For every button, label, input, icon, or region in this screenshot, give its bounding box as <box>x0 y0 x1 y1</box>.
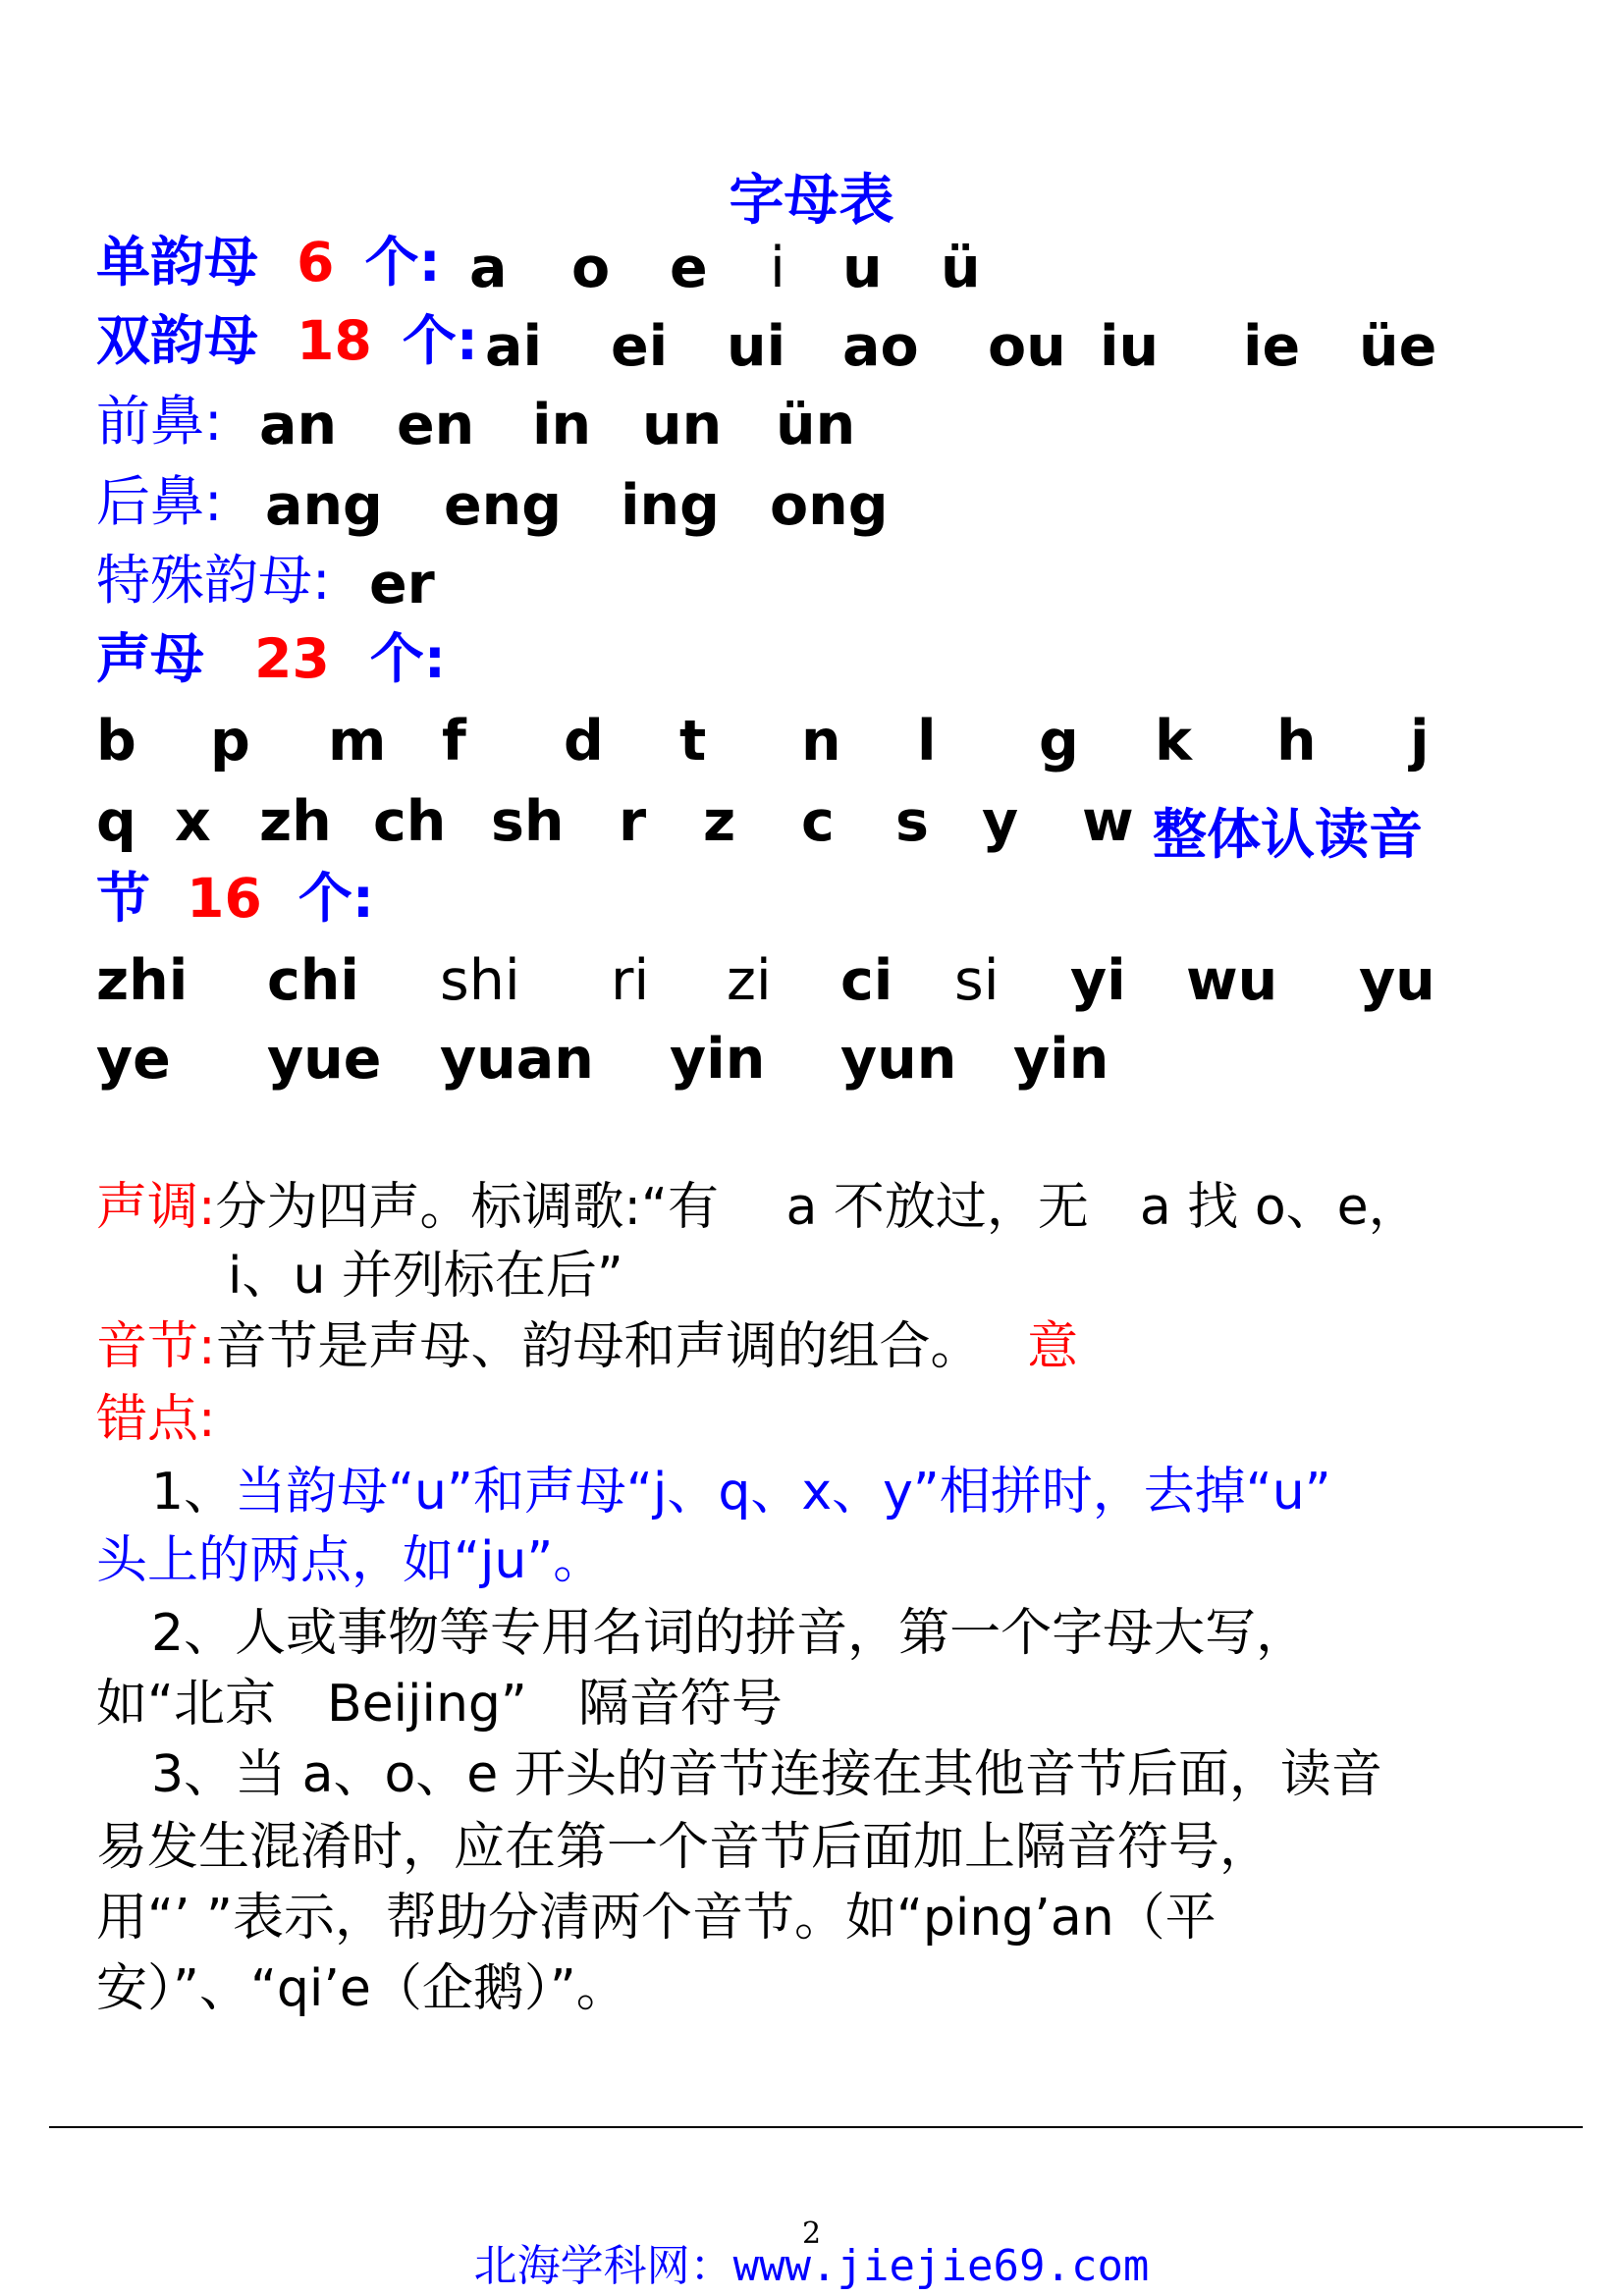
whole-syllable: yuan <box>440 1027 594 1092</box>
whole-syllable: shi <box>440 948 520 1013</box>
initial: b <box>96 709 136 774</box>
compound-final: iu <box>1100 314 1160 379</box>
whole-syllable: yu <box>1359 948 1435 1013</box>
tone-line2: i、u 并列标在后” <box>228 1247 623 1306</box>
initial: p <box>210 709 250 774</box>
initials-label-row <box>96 627 446 690</box>
initial: k <box>1155 709 1192 774</box>
initial: t <box>679 709 707 774</box>
error-item-1-number: 1、 <box>151 1463 236 1522</box>
footer-label: 北海学科网： <box>473 2241 733 2291</box>
back-nasal-label: 后鼻: <box>96 470 223 533</box>
single-final: o <box>571 236 611 300</box>
error-item-1-text: 当韵母“u”和声母“j、q、x、y”相拼时，去掉“u” <box>235 1463 1331 1522</box>
whole-syllable: yue <box>267 1027 382 1092</box>
tone-label: 声调: <box>96 1178 216 1237</box>
whole-syllable: ye <box>96 1027 171 1092</box>
whole-syllable: yin <box>670 1027 766 1092</box>
front-nasal: un <box>642 393 723 457</box>
front-nasal: an <box>259 393 338 457</box>
tone-text: 分为四声。标调歌:“有 a 不放过，无 a 找 o、e， <box>215 1178 1420 1237</box>
compound-finals-label: 双韵母 <box>96 309 259 372</box>
page-number: 2 <box>801 2216 822 2251</box>
page-title: 字母表 <box>729 169 894 233</box>
whole-syllables-unit: 个: <box>298 867 374 930</box>
single-finals-label: 单韵母 <box>96 231 259 294</box>
initial: r <box>619 789 647 854</box>
compound-finals-unit: 个: <box>402 309 478 372</box>
error-item-3-line2: 易发生混淆时，应在第一个音节后面加上隔音符号， <box>96 1818 1271 1877</box>
initial: q <box>96 789 136 854</box>
footer-divider <box>49 2126 1583 2128</box>
initial: zh <box>259 789 332 854</box>
error-item-3-line1: 3、当 a、o、e 开头的音节连接在其他音节后面，读音 <box>151 1745 1382 1804</box>
whole-syllable: zi <box>727 948 772 1013</box>
initial: w <box>1082 789 1134 854</box>
initial: y <box>982 789 1019 854</box>
whole-syllables-label-part2: 节 <box>96 867 151 930</box>
error-item-1-line1 <box>151 1463 1331 1522</box>
compound-finals-label-row <box>96 309 478 372</box>
special-final-label: 特殊韵母: <box>96 549 331 612</box>
initial: z <box>703 789 736 854</box>
error-item-2-line1: 2、人或事物等专用名词的拼音，第一个字母大写， <box>151 1604 1308 1663</box>
syllable-line <box>96 1317 1079 1376</box>
initial: sh <box>491 789 565 854</box>
compound-final: ie <box>1243 314 1301 379</box>
single-final: i <box>770 236 785 300</box>
compound-finals-count: 18 <box>297 309 372 372</box>
initial: j <box>1410 709 1430 774</box>
initial: l <box>917 709 937 774</box>
compound-final: ei <box>611 314 669 379</box>
footer-url[interactable]: www.jiejie69.com <box>732 2241 1150 2291</box>
initials-unit: 个: <box>369 627 446 690</box>
back-nasal: eng <box>444 473 563 538</box>
whole-syllable: chi <box>267 948 359 1013</box>
error-item-3-line3: 用“’ ”表示，帮助分清两个音节。如“ping’an（平 <box>96 1889 1217 1948</box>
compound-final: üe <box>1359 314 1437 379</box>
whole-syllable: ci <box>840 948 893 1013</box>
syllable-text: 音节是声母、韵母和声调的组合。 <box>215 1317 982 1376</box>
compound-final: ou <box>988 314 1066 379</box>
back-nasal: ong <box>770 473 889 538</box>
back-nasal: ing <box>621 473 720 538</box>
initial: d <box>564 709 604 774</box>
front-nasal: en <box>397 393 475 457</box>
front-nasal: ün <box>776 393 856 457</box>
error-item-1-line2: 头上的两点，如“ju”。 <box>96 1531 605 1590</box>
whole-syllable: wu <box>1186 948 1278 1013</box>
initials-label: 声母 <box>96 627 205 690</box>
footer <box>0 2230 1623 2293</box>
whole-syllable: ri <box>611 948 650 1013</box>
syllable-label: 音节: <box>96 1317 216 1376</box>
whole-syllable: yi <box>1070 948 1126 1013</box>
whole-syllable: yun <box>840 1027 957 1092</box>
front-nasal-label: 前鼻: <box>96 390 223 453</box>
error-item-3-line4: 安）”、“qi’e（企鹅）”。 <box>96 1959 627 2018</box>
single-finals-count: 6 <box>297 231 335 294</box>
whole-syllable: zhi <box>96 948 189 1013</box>
initial: ch <box>373 789 447 854</box>
whole-syllable: si <box>954 948 1000 1013</box>
initial: c <box>801 789 835 854</box>
compound-final: ao <box>842 314 919 379</box>
errors-label: 错点: <box>96 1390 216 1449</box>
initial: g <box>1039 709 1079 774</box>
single-final: a <box>469 236 508 300</box>
compound-final: ui <box>727 314 786 379</box>
front-nasal: in <box>532 393 592 457</box>
single-final: e <box>670 236 708 300</box>
single-finals-unit: 个: <box>364 231 441 294</box>
initials-count: 23 <box>254 627 330 690</box>
special-final: er <box>369 552 435 616</box>
back-nasal: ang <box>265 473 383 538</box>
initial: n <box>801 709 841 774</box>
initial: x <box>175 789 211 854</box>
whole-syllables-count: 16 <box>187 867 262 930</box>
whole-syllables-label-part1: 整体认读音 <box>1153 803 1424 866</box>
initial: m <box>328 709 387 774</box>
initial: s <box>895 789 929 854</box>
tone-line1 <box>96 1178 1420 1237</box>
whole-syllable: yin <box>1013 1027 1109 1092</box>
error-item-2-line2: 如“北京 Beijing” 隔音符号 <box>96 1675 783 1734</box>
whole-syllables-label-row <box>96 867 374 930</box>
compound-final: ai <box>485 314 543 379</box>
single-finals-label-row <box>96 231 441 294</box>
syllable-note: 意 <box>1027 1317 1079 1376</box>
initial: f <box>442 709 466 774</box>
single-final: ü <box>941 236 981 300</box>
single-final: u <box>842 236 883 300</box>
initial: h <box>1276 709 1317 774</box>
